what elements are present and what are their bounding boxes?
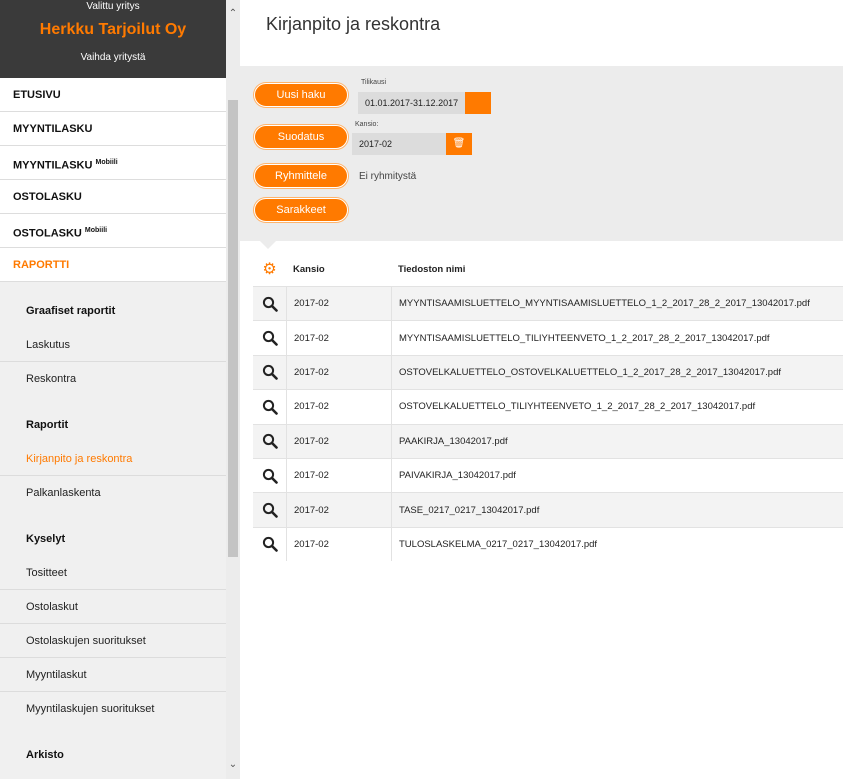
submenu-item-reskontra[interactable]: Reskontra (26, 373, 77, 385)
submenu-item-tositteet[interactable]: Tositteet (0, 556, 226, 590)
menu-item-myyntilasku[interactable] (0, 112, 226, 146)
submenu-heading-arkisto: Arkisto (26, 749, 64, 761)
main-content (240, 0, 843, 779)
fiscal-period-field[interactable]: 01.01.2017-31.12.2017 (358, 92, 466, 114)
search-icon[interactable] (253, 356, 286, 389)
table-row[interactable] (253, 320, 843, 354)
submenu-item-myyntilaskut[interactable]: Myyntilaskut (0, 658, 226, 692)
search-icon[interactable] (253, 425, 286, 458)
cell-file-name[interactable]: OSTOVELKALUETTELO_OSTOVELKALUETTELO_1_2_2017_28_2_2017_13042017.pdf (391, 356, 843, 389)
table-row[interactable] (253, 286, 843, 320)
fiscal-period-label: Tilikausi (361, 79, 387, 86)
folder-label: Kansio: (355, 121, 379, 128)
file-table (253, 252, 843, 561)
column-header-name[interactable]: Tiedoston nimi (398, 263, 466, 275)
cell-file-name[interactable]: PAAKIRJA_13042017.pdf (391, 425, 843, 458)
submenu-heading-raportit: Raportit (26, 419, 69, 431)
menu-item-label: MYYNTILASKU (13, 123, 93, 135)
cell-file-name[interactable]: OSTOVELKALUETTELO_TILIYHTEENVETO_1_2_2017_28_2_2017_13042017.pdf (391, 390, 843, 423)
menu-item-label: MYYNTILASKU (13, 159, 93, 172)
cell-kansio: 2017-02 (286, 287, 391, 320)
columns-button[interactable]: Sarakkeet (254, 198, 348, 222)
search-icon[interactable] (253, 459, 286, 492)
cell-file-name[interactable]: MYYNTISAAMISLUETTELO_MYYNTISAAMISLUETTELO_1_2_2017_28_2_2017_13042017.pdf (391, 287, 843, 320)
column-header-kansio[interactable]: Kansio (293, 263, 325, 275)
fiscal-period-picker-button[interactable] (465, 92, 491, 114)
table-header (253, 252, 843, 286)
menu-item-etusivu[interactable] (0, 78, 226, 112)
search-icon[interactable] (253, 528, 286, 561)
table-row[interactable] (253, 389, 843, 423)
trash-icon[interactable]: 🗑 (446, 133, 472, 155)
table-body (253, 286, 843, 561)
filter-button[interactable]: Suodatus (254, 125, 348, 149)
submenu-heading-kyselyt: Kyselyt (26, 533, 66, 545)
folder-field[interactable]: 2017-02 (352, 133, 446, 155)
submenu-item-myyntilaskujen-suoritukset[interactable]: Myyntilaskujen suoritukset (26, 703, 155, 715)
submenu-item-ostolaskujen-suoritukset[interactable]: Ostolaskujen suoritukset (0, 624, 226, 658)
page-title: Kirjanpito ja reskontra (266, 14, 441, 34)
chevron-up-icon[interactable]: ⌃ (228, 8, 238, 19)
cell-kansio: 2017-02 (286, 356, 391, 389)
search-icon[interactable] (253, 287, 286, 320)
table-row[interactable] (253, 355, 843, 389)
gear-icon[interactable]: ⚙ (262, 261, 277, 278)
chevron-down-icon[interactable]: ⌄ (228, 759, 238, 770)
cell-file-name[interactable]: TULOSLASKELMA_0217_0217_13042017.pdf (391, 528, 843, 561)
cell-kansio: 2017-02 (286, 459, 391, 492)
cell-kansio: 2017-02 (286, 321, 391, 354)
scrollbar-thumb[interactable] (228, 100, 238, 557)
cell-file-name[interactable]: TASE_0217_0217_13042017.pdf (391, 493, 843, 526)
menu-item-ostolasku-mobiili[interactable] (0, 214, 226, 248)
group-button[interactable]: Ryhmittele (254, 164, 348, 188)
cell-kansio: 2017-02 (286, 493, 391, 526)
menu-item-ostolasku[interactable] (0, 180, 226, 214)
submenu-item-kirjanpito[interactable]: Kirjanpito ja reskontra (0, 442, 226, 476)
menu-item-myyntilasku-mobiili[interactable] (0, 146, 226, 180)
table-row[interactable] (253, 458, 843, 492)
search-icon[interactable] (253, 493, 286, 526)
cell-file-name[interactable]: PAIVAKIRJA_13042017.pdf (391, 459, 843, 492)
table-row[interactable] (253, 527, 843, 561)
submenu-heading-graafiset: Graafiset raportit (26, 305, 116, 317)
report-submenu (0, 282, 226, 772)
search-icon[interactable] (253, 390, 286, 423)
main-menu (0, 78, 226, 282)
selected-company-label: Valittu yritys (86, 1, 140, 12)
sidebar-scrollbar[interactable] (226, 0, 240, 779)
menu-item-label: OSTOLASKU (13, 227, 82, 240)
submenu-item-palkanlaskenta[interactable]: Palkanlaskenta (26, 487, 101, 499)
filter-panel-notch (260, 241, 276, 249)
submenu-item-ostolaskut[interactable]: Ostolaskut (0, 590, 226, 624)
menu-item-label: RAPORTTI (13, 259, 70, 271)
cell-kansio: 2017-02 (286, 390, 391, 423)
cell-file-name[interactable]: MYYNTISAAMISLUETTELO_TILIYHTEENVETO_1_2_2017_28_2_2017_13042017.pdf (391, 321, 843, 354)
table-row[interactable] (253, 492, 843, 526)
mobile-badge: Mobiili (84, 227, 108, 234)
change-company-link[interactable]: Vaihda yritystä (80, 52, 146, 63)
company-header (0, 0, 226, 78)
company-name: Herkku Tarjoilut Oy (39, 21, 187, 38)
menu-item-label: ETUSIVU (13, 89, 61, 101)
menu-item-label: OSTOLASKU (13, 191, 82, 203)
grouping-value: Ei ryhmitystä (359, 171, 417, 182)
submenu-item-laskutus[interactable]: Laskutus (0, 328, 226, 362)
table-row[interactable] (253, 424, 843, 458)
menu-item-raportti[interactable] (0, 248, 226, 282)
new-search-button[interactable]: Uusi haku (254, 83, 348, 107)
cell-kansio: 2017-02 (286, 425, 391, 458)
cell-kansio: 2017-02 (286, 528, 391, 561)
filter-panel (240, 66, 843, 241)
search-icon[interactable] (253, 321, 286, 354)
sidebar (0, 0, 240, 779)
mobile-badge: Mobiili (95, 159, 118, 166)
